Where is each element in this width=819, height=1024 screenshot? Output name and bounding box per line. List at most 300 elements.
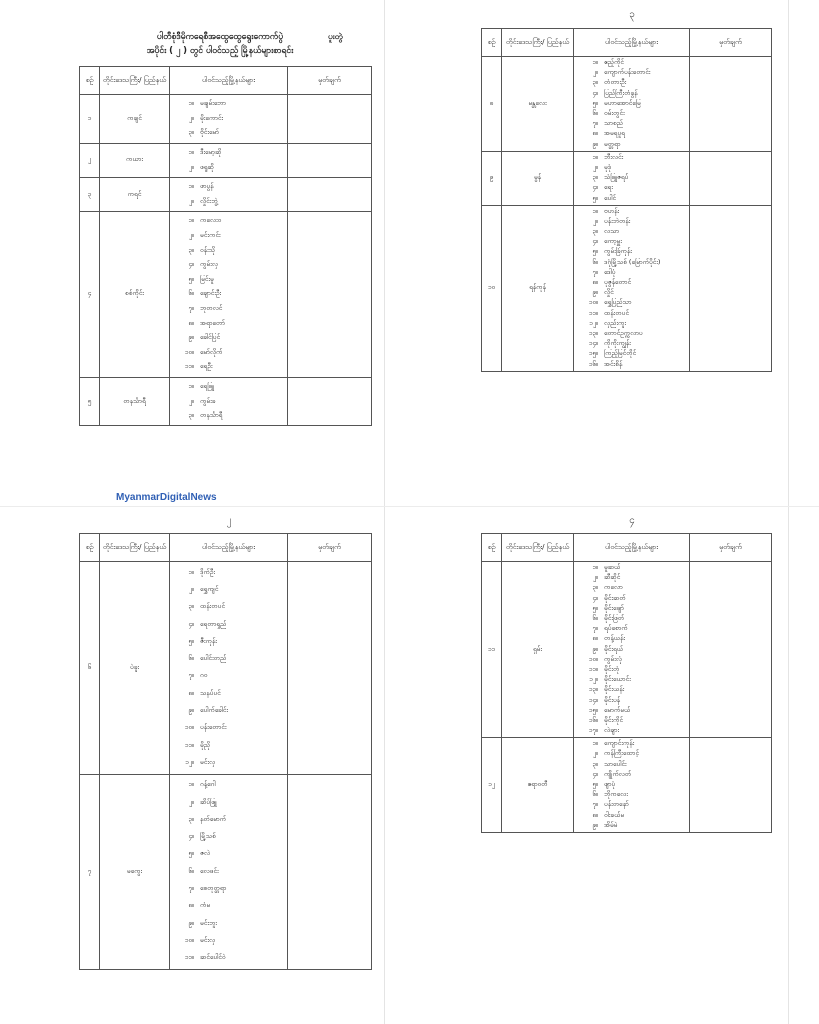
header-region: တိုင်းဒေသကြီး/ ပြည်နယ် [100,534,170,562]
township-index: ၈။ [188,318,194,327]
list-item [574,685,689,695]
list-item [574,153,689,163]
list-item [574,119,689,129]
township-name: ကန်ကြီးထောင့် [604,749,639,758]
township-index: ၄။ [592,237,598,246]
township-name: ချောင်းဦး [200,289,222,298]
township-index: ၈။ [592,810,598,819]
township-index: ၂။ [188,797,194,806]
list-item [574,247,689,257]
township-index: ၃။ [592,78,598,87]
header-remarks: မှတ်ချက် [690,29,772,57]
township-name: ဇီးကုန်း [200,636,217,645]
document-title [120,30,320,58]
township-index: ၁။ [592,563,598,572]
township-name: ပန်းဘဲတန်း [604,216,631,225]
list-item [574,583,689,593]
row-number: ၁၀ [482,205,502,371]
township-name: စေတုတ္တရာ [200,883,227,892]
township-name: မူဆယ် [604,563,621,572]
township-index: ၁၅။ [588,349,598,358]
township-table-page-2 [79,533,372,970]
township-name: အင်းစိန် [604,359,623,368]
list-item [574,614,689,624]
township-name: မိုးကောင်း [200,113,224,122]
row-number: ၆ [80,562,100,775]
township-index: ၇။ [188,883,194,892]
title-line-1: ပါတီစုံဒီမိုကရေစီအထွေထွေရွေးကောက်ပွဲ [156,32,284,42]
header-region: တိုင်းဒေသကြီး/ ပြည်နယ် [502,29,574,57]
list-item [170,346,287,361]
list-item [574,268,689,278]
township-index: ၈။ [592,278,598,287]
township-index: ၁၃။ [588,328,598,337]
township-index: ၅။ [592,98,598,107]
row-number: ၂ [80,143,100,177]
list-item [574,288,689,298]
township-index: ၆။ [188,289,194,298]
township-name: ဂန့်ဂေါ [200,780,216,789]
list-item [574,645,689,655]
township-name: သံဖြူဇရပ် [604,173,629,182]
township-index: ၁။ [188,99,194,108]
row-number: ၁ [80,95,100,144]
township-index: ၅။ [592,603,598,612]
title-line-2: အပိုင်း ( ၂ ) တွင် ပါဝင်သည့် မြို့နယ်များစာရင်း [146,46,294,56]
list-item [170,811,287,828]
brand-watermark: MyanmarDigitalNews [116,492,217,503]
remarks-cell [690,738,772,833]
remarks-cell [690,151,772,205]
township-name: မိုင်းပန် [604,695,621,704]
township-name: ကံမ [200,901,211,910]
township-name: ရေဦး [200,362,213,371]
page-divider-horizontal [0,506,819,507]
list-item [574,109,689,119]
township-index: ၁၁။ [184,953,194,962]
township-table-page-3 [481,28,772,372]
list-item [574,319,689,329]
list-item [574,78,689,88]
township-index: ၁၀။ [184,935,194,944]
township-index: ၂။ [188,113,194,122]
list-item [170,214,287,229]
township-name: ထန်းတပင် [200,602,225,611]
township-index: ၁၁။ [588,664,598,673]
township-name: မတ္တရာ [604,139,621,148]
list-item [170,97,287,112]
township-index: ၅။ [188,849,194,858]
header-towns: ပါဝင်သည့်မြို့နယ်များ [574,534,690,562]
page-number: ၄ [629,515,635,526]
remarks-cell [288,377,372,426]
township-name: ဖာပွန် [200,182,214,191]
township-index: ၂။ [188,162,194,171]
list-item [574,811,689,821]
list-item [574,780,689,790]
list-item [170,650,287,667]
row-number: ၁၁ [482,562,502,738]
township-name: မဟာအောင်မြေ [604,98,641,107]
row-number: ၃ [80,177,100,211]
township-name: မင်းဘူး [200,918,217,927]
region-name: ဧရာဝတီ [502,738,574,833]
row-number: ၄ [80,212,100,378]
region-name: မွန် [502,151,574,205]
page-divider-vertical [384,0,385,1024]
list-item [574,770,689,780]
table-row [80,95,372,144]
township-name: ရွှေကျင် [200,584,219,593]
list-item [170,146,287,161]
township-name: ကလေးဝ [200,216,222,225]
township-name: မင်းကင်း [200,231,221,240]
list-item [170,633,287,650]
list-item [574,716,689,726]
township-index: ၄။ [188,619,194,628]
township-index: ၁၂။ [185,757,194,766]
township-name: ဝါးခယ်မ [604,810,625,819]
township-name: ဒိုက်ဦး [200,567,216,576]
township-index: ၇။ [592,267,598,276]
township-name: မိုင်းရယ် [604,644,624,653]
row-number: ၁၂ [482,738,502,833]
township-index: ၄။ [592,769,598,778]
list-item [170,898,287,915]
township-index: ၂။ [592,749,598,758]
township-name: ထန်းတပင် [604,308,629,317]
remarks-cell [690,562,772,738]
list-item [170,258,287,273]
list-item [574,89,689,99]
list-item [574,227,689,237]
township-index: ၅။ [592,780,598,789]
township-name: လဲချား [604,726,620,735]
township-name: လေဖင်း [200,866,219,875]
township-index: ၃။ [188,814,194,823]
header-towns: ပါဝင်သည့်မြို့နယ်များ [574,29,690,57]
township-index: ၁၆။ [588,715,598,724]
table-row [482,151,772,205]
list-item [170,915,287,932]
list-item [170,754,287,771]
region-name: မန္တလေး [502,57,574,152]
list-item [574,183,689,193]
township-name: မိုင်းယန်း [604,685,625,694]
list-item [170,243,287,258]
township-name: မော်လိုက် [200,347,223,356]
township-name: ဘီးလင်း [604,152,624,161]
township-list [170,95,288,144]
township-name: ဖရူဆို [200,162,214,171]
list-item [170,195,287,210]
list-item [170,880,287,897]
list-item [574,99,689,109]
township-name: ကွမ်းလုံ [604,654,622,663]
township-name: အိမ်မဲ [604,820,618,829]
list-item [170,180,287,195]
township-name: ကျောက်ပန်းတောင်း [604,68,651,77]
township-name: အမရပူရ [604,129,625,138]
township-index: ၉။ [592,288,598,297]
list-item [170,950,287,967]
township-name: မိုင်းဖြတ် [604,614,625,623]
township-index: ၆။ [592,257,598,266]
list-item [170,112,287,127]
township-index: ၁။ [592,206,598,215]
township-name: ရေတာရှည် [200,619,227,628]
table-row [482,738,772,833]
township-index: ၈။ [188,901,194,910]
township-name: ဘုတလင် [200,304,223,313]
township-index: ၄။ [592,593,598,602]
township-list [170,177,288,211]
township-index: ၂။ [188,196,194,205]
township-index: ၁၄။ [588,695,598,704]
township-list [574,562,690,738]
remarks-cell [288,562,372,775]
list-item [574,563,689,573]
list-item [170,126,287,141]
list-item [574,706,689,716]
township-name: ဒေါပုံ [604,267,616,276]
township-name: တနင်္သာရီ [200,411,223,420]
township-index: ၅။ [188,636,194,645]
township-list [574,738,690,833]
list-item [574,207,689,217]
table-row [80,377,372,426]
list-item [170,932,287,949]
township-index: ၁။ [188,148,194,157]
township-index: ၁။ [188,182,194,191]
table-row [80,562,372,775]
township-name: မြင်းမူ [200,274,214,283]
township-name: ကွမ်းခ [200,396,216,405]
list-item [574,739,689,749]
list-item [170,720,287,737]
township-name: ဘိုကလေး [604,790,628,799]
township-index: ၃။ [188,245,194,254]
list-item [574,790,689,800]
township-name: ဂဝ [200,671,208,680]
township-name: သာပေါင်း [604,759,627,768]
township-name: မိုင်းဖျော် [604,603,624,612]
table-row [80,774,372,969]
list-item [170,316,287,331]
header-remarks: မှတ်ချက် [690,534,772,562]
region-name: ကရင် [100,177,170,211]
township-index: ၂။ [592,573,598,582]
header-no: စဥ် [482,29,502,57]
township-name: တောင်ဥက္ကလာပ [604,328,643,337]
township-name: ရေဖြူ [200,381,214,390]
township-name: အရာတော် [200,318,225,327]
township-index: ၃။ [188,128,194,137]
township-name: မြို့သစ် [200,832,216,841]
list-item [170,331,287,346]
township-index: ၉။ [188,333,194,342]
township-index: ၇။ [592,624,598,633]
row-number: ၈ [482,57,502,152]
list-item [574,339,689,349]
township-list [170,212,288,378]
township-index: ၅။ [592,247,598,256]
township-list [170,774,288,969]
township-name: ခေါင်ပြင် [200,333,221,342]
township-index: ၁။ [188,780,194,789]
township-name: ရေး [604,183,613,192]
region-name: စစ်ကိုင်း [100,212,170,378]
list-item [574,594,689,604]
township-index: ၇။ [592,800,598,809]
list-item [574,163,689,173]
township-list [170,377,288,426]
township-index: ၁။ [592,739,598,748]
list-item [574,349,689,359]
list-item [574,278,689,288]
list-item [574,665,689,675]
township-index: ၁၀။ [184,347,194,356]
list-item [170,737,287,754]
header-remarks: မှတ်ချက် [288,67,372,95]
list-item [574,675,689,685]
township-index: ၂။ [592,68,598,77]
list-item [170,229,287,244]
page-number: ၃ [629,9,635,20]
township-name: ပေါက်ခေါင်း [200,706,229,715]
township-index: ၁၀။ [588,298,598,307]
township-name: လသာ [604,227,620,236]
township-index: ၉။ [188,918,194,927]
list-item [574,821,689,831]
township-index: ၄။ [592,183,598,192]
township-index: ၃။ [592,227,598,236]
township-name: ပြည်ကြီးတံခွန် [604,88,638,97]
township-table-page-4 [481,533,772,833]
township-name: မိုင်းကိုင် [604,715,623,724]
list-item [170,394,287,409]
township-name: ကော့မှူး [604,237,622,246]
township-index: ၁၆။ [588,359,598,368]
township-index: ၂။ [592,216,598,225]
township-index: ၂။ [188,231,194,240]
township-name: မချမ်းဘော [200,99,226,108]
remarks-cell [288,177,372,211]
list-item [170,302,287,317]
region-name: တနင်္သာရီ [100,377,170,426]
list-item [170,287,287,302]
list-item [574,68,689,78]
township-index: ၁။ [188,216,194,225]
table-row [482,205,772,371]
list-item [170,599,287,616]
list-item [574,760,689,770]
township-index: ၆။ [188,654,194,663]
list-item [170,828,287,845]
township-index: ၆။ [592,614,598,623]
list-item [574,695,689,705]
list-item [574,258,689,268]
row-number: ၇ [80,774,100,969]
township-name: သနပ်ပင် [200,688,221,697]
township-index: ၆။ [592,790,598,799]
township-index: ၉။ [592,139,598,148]
township-index: ၆။ [188,866,194,875]
township-name: ကွမ်းခြံကုန်း [604,247,632,256]
township-index: ၃။ [188,411,194,420]
list-item [170,380,287,395]
list-item [170,273,287,288]
attachment-tag: ပူးတွဲ [328,32,343,41]
list-item [170,777,287,794]
township-name: ဖျာပုံ [604,780,616,789]
township-name: လှိုင်းဘွဲ့ [200,196,218,205]
header-no: စဥ် [80,534,100,562]
township-name: မိုင်းဆတ် [604,593,626,602]
township-index: ၃။ [592,759,598,768]
township-index: ၆။ [592,109,598,118]
region-name: ကယား [100,143,170,177]
list-item [574,359,689,369]
township-index: ၁၂။ [589,675,598,684]
township-index: ၇။ [592,119,598,128]
header-region: တိုင်းဒေသကြီး/ ပြည်နယ် [100,67,170,95]
remarks-cell [288,143,372,177]
township-index: ၄။ [592,88,598,97]
township-name: ပန်းတနော် [604,800,629,809]
township-name: မိုင်းယောင်း [604,675,631,684]
list-item [574,634,689,644]
township-index: ၁၁။ [588,308,598,317]
township-index: ၈။ [592,634,598,643]
township-name: ဆိပ်ဖြူ [200,797,217,806]
township-name: လှိုင် [604,288,614,297]
list-item [574,140,689,150]
township-name: ဗဟန်း [604,206,620,215]
list-item [574,237,689,247]
township-list [574,151,690,205]
header-towns: ပါဝင်သည့်မြို့နယ်များ [170,67,288,95]
header-no: စဥ် [482,534,502,562]
row-number: ၉ [482,151,502,205]
township-name: ရွှေပြည်သာ [604,298,632,307]
township-index: ၅။ [188,274,194,283]
list-item [574,624,689,634]
list-item [574,309,689,319]
township-name: တံတားဦး [604,78,627,87]
list-item [170,846,287,863]
header-remarks: မှတ်ချက် [288,534,372,562]
township-name: ကျောင်းကုန်း [604,739,635,748]
township-name: မိုင်းတုံ [604,664,620,673]
remarks-cell [690,57,772,152]
township-index: ၁။ [188,381,194,390]
list-item [574,329,689,339]
township-index: ၉။ [592,820,598,829]
township-name: တန့်ယန်း [604,634,626,643]
township-index: ၉။ [592,644,598,653]
township-name: ဝမ်းတွင်း [604,109,625,118]
township-index: ၁။ [592,152,598,161]
township-name: ဇလဲ [200,849,210,858]
township-list [170,562,288,775]
header-region: တိုင်းဒေသကြီး/ ပြည်နယ် [502,534,574,562]
table-row [482,562,772,738]
remarks-cell [288,212,372,378]
remarks-cell [288,774,372,969]
table-row [80,212,372,378]
township-table-page-1 [79,66,372,426]
